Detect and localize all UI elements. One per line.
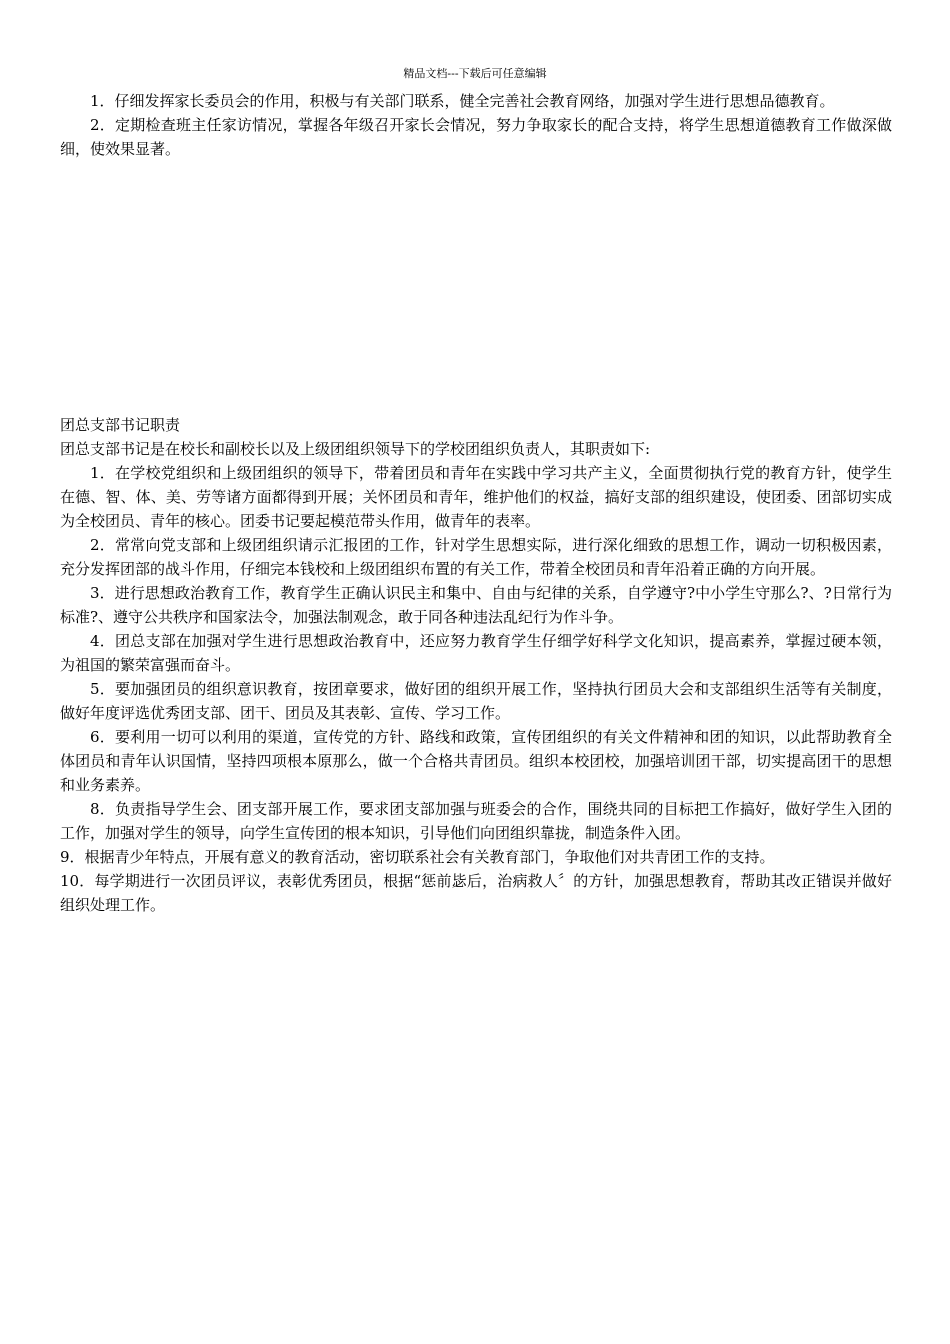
duty-item: 10．每学期进行一次团员评议，表彰优秀团员，根据“惩前毖后，治病救人〞的方针，加强思想教育，帮助其改正错误并做好组织处理工作。 xyxy=(60,872,892,914)
duty-item: 3．进行思想政治教育工作，教育学生正确认识民主和集中、自由与纪律的关系，自学遵守?中小学生守那么?、?日常行为标准?、遵守公共秩序和国家法令，加强法制观念，敢于同各种违法乱纪行为作斗争。 xyxy=(60,584,892,626)
top-section xyxy=(60,89,892,161)
duty-item: 8．负责指导学生会、团支部开展工作，要求团支部加强与班委会的合作，围绕共同的目标把工作搞好，做好学生入团的工作，加强对学生的领导，向学生宣传团的根本知识，引导他们向团组织靠拢，制造条件入团。 xyxy=(60,800,892,842)
paragraph: 2．定期检查班主任家访情况，掌握各年级召开家长会情况，努力争取家长的配合支持，将学生思想道德教育工作做深做细，使效果显著。 xyxy=(60,116,892,158)
duty-item: 5．要加强团员的组织意识教育，按团章要求，做好团的组织开展工作，坚持执行团员大会和支部组织生活等有关制度，做好年度评选优秀团支部、团干、团员及其表彰、宣传、学习工作。 xyxy=(60,680,892,722)
section-intro: 团总支部书记是在校长和副校长以及上级团组织领导下的学校团组织负责人，其职责如下: xyxy=(60,440,651,458)
main-section xyxy=(60,413,892,917)
duty-item: 1．在学校党组织和上级团组织的领导下，带着团员和青年在实践中学习共产主义，全面贯彻执行党的教育方针，使学生在德、智、体、美、劳等诸方面都得到开展；关怀团员和青年，维护他们的权益，搞好支部的组织建设，使团委、团部切实成为全校团员、青年的核心。团委书记要起模范带头作用，做青年的表率。 xyxy=(60,464,892,530)
page-header-watermark: 精品文档---下载后可任意编辑 xyxy=(403,67,547,80)
duty-item: 4．团总支部在加强对学生进行思想政治教育中，还应努力教育学生仔细学好科学文化知识，提高素养，掌握过硬本领，为祖国的繁荣富强而奋斗。 xyxy=(60,632,892,674)
duty-item: 9．根据青少年特点，开展有意义的教育活动，密切联系社会有关教育部门，争取他们对共青团工作的支持。 xyxy=(60,848,775,866)
section-title: 团总支部书记职责 xyxy=(60,416,181,434)
duty-item: 2．常常向党支部和上级团组织请示汇报团的工作，针对学生思想实际，进行深化细致的思想工作，调动一切积极因素，充分发挥团部的战斗作用，仔细完本钱校和上级团组织布置的有关工作，带着全校团员和青年沿着正确的方向开展。 xyxy=(60,536,892,578)
paragraph: 1．仔细发挥家长委员会的作用，积极与有关部门联系，健全完善社会教育网络，加强对学生进行思想品德教育。 xyxy=(90,92,835,110)
duty-item: 6．要利用一切可以利用的渠道，宣传党的方针、路线和政策，宣传团组织的有关文件精神和团的知识，以此帮助教育全体团员和青年认识国情，坚持四项根本原那么，做一个合格共青团员。组织本校团校，加强培训团干部，切实提高团干的思想和业务素养。 xyxy=(60,728,892,794)
